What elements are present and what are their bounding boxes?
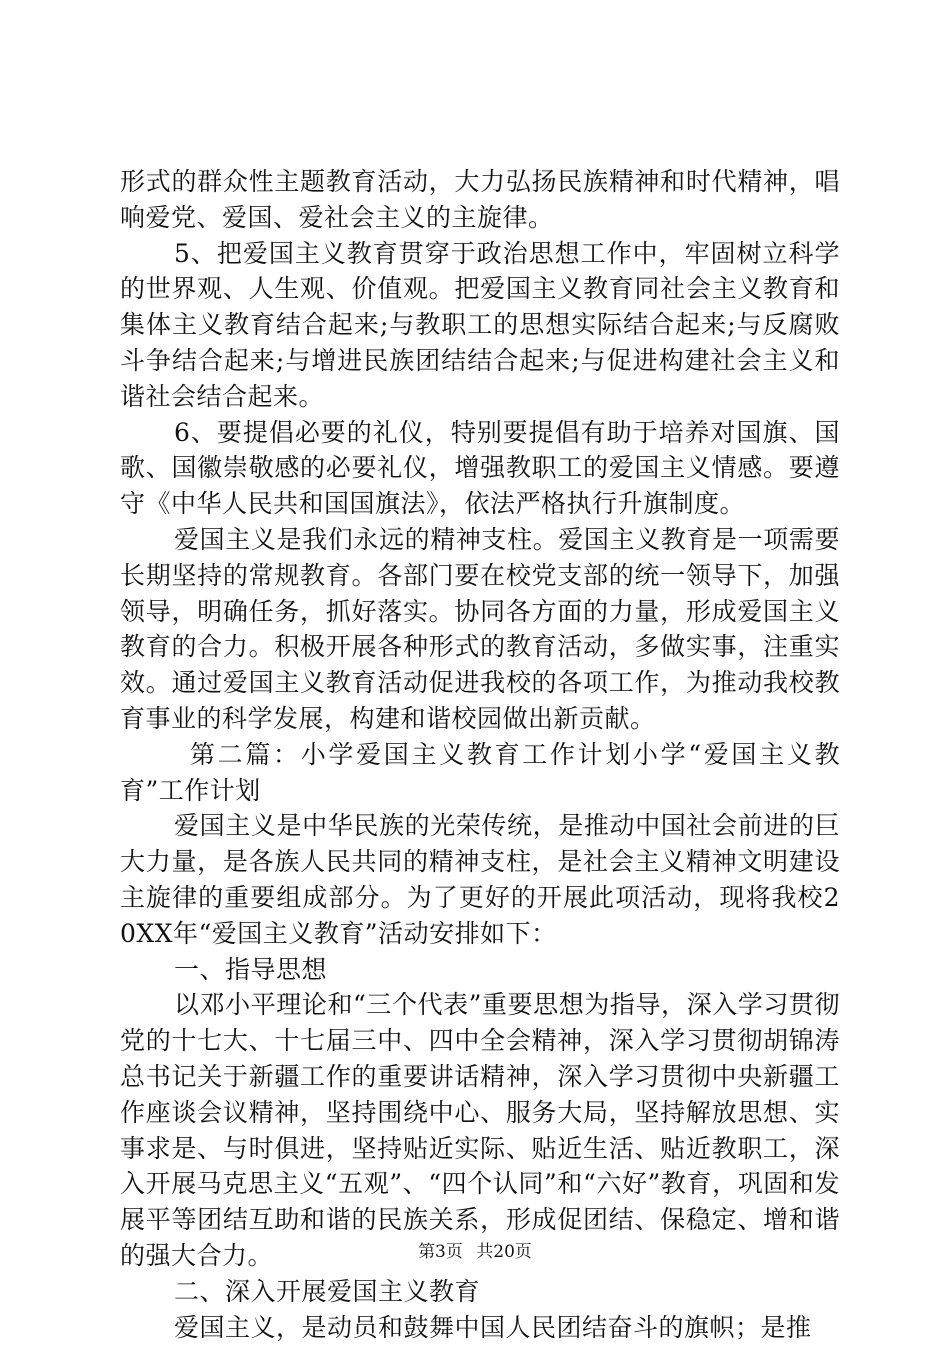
page-number-current: 第3页 — [418, 1242, 463, 1262]
heading-patriotic-education: 二、深入开展爱国主义教育 — [120, 1274, 840, 1310]
page-footer — [0, 1240, 950, 1264]
heading-guiding-ideology: 一、指导思想 — [120, 952, 840, 988]
paragraph-item-6: 6、要提倡必要的礼仪，特别要提倡有助于培养对国旗、国歌、国徽崇敬感的必要礼仪，增强教职工的爱国主义情感。要遵守《中华人民共和国国旗法》，依法严格执行升旗制度。 — [120, 415, 840, 522]
paragraph-intro: 爱国主义是中华民族的光荣传统，是推动中国社会前进的巨大力量，是各族人民共同的精神支柱，是社会主义精神文明建设主旋律的重要组成部分。为了更好的开展此项活动，现将我校20XX年“爱国主义教育”活动安排如下： — [120, 808, 840, 951]
paragraph-conclusion: 爱国主义是我们永远的精神支柱。爱国主义教育是一项需要长期坚持的常规教育。各部门要在校党支部的统一领导下，加强领导，明确任务，抓好落实。协同各方面的力量，形成爱国主义教育的合力。积极开展各种形式的教育活动，多做实事，注重实效。通过爱国主义教育活动促进我校的各项工作，为推动我校教育事业的科学发展，构建和谐校园做出新贡献。 — [120, 522, 840, 737]
page-number-total: 共20页 — [476, 1242, 532, 1262]
paragraph-patriotism: 爱国主义，是动员和鼓舞中国人民团结奋斗的旗帜；是推 — [120, 1310, 840, 1345]
paragraph-guiding-ideology: 以邓小平理论和“三个代表”重要思想为指导，深入学习贯彻党的十七大、十七届三中、四中全会精神，深入学习贯彻胡锦涛总书记关于新疆工作的重要讲话精神，深入学习贯彻中央新疆工作座谈会议精神，坚持围绕中心、服务大局，坚持解放思想、实事求是、与时俱进，坚持贴近实际、贴近生活、贴近教职工，深入开展马克思主义“五观”、“四个认同”和“六好”教育，巩固和发展平等团结互助和谐的民族关系，形成促团结、保稳定、增和谐的强大合力。 — [120, 987, 840, 1273]
paragraph-continuation: 形式的群众性主题教育活动，大力弘扬民族精神和时代精神，唱响爱党、爱国、爱社会主义的主旋律。 — [120, 164, 840, 236]
document-body — [120, 164, 840, 1345]
paragraph-item-5: 5、把爱国主义教育贯穿于政治思想工作中，牢固树立科学的世界观、人生观、价值观。把爱国主义教育同社会主义教育和集体主义教育结合起来;与教职工的思想实际结合起来;与反腐败斗争结合起来;与增进民族团结结合起来;与促进构建社会主义和谐社会结合起来。 — [120, 236, 840, 415]
section-heading-part-two: 第二篇：小学爱国主义教育工作计划小学“爱国主义教育”工作计划 — [120, 737, 840, 809]
